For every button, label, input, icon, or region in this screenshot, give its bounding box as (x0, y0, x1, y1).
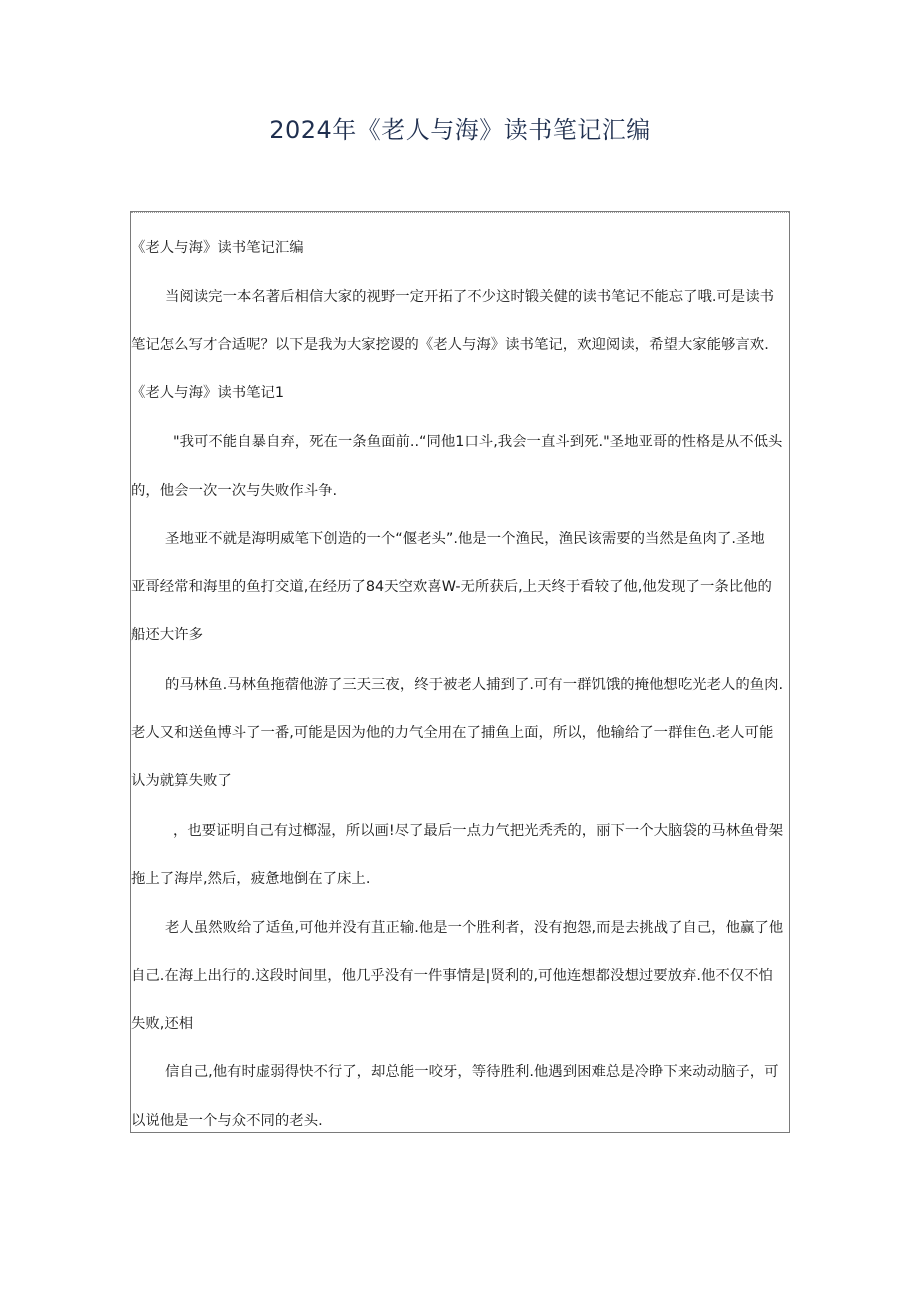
section-heading: 《老人与海》读书笔记1 (131, 385, 285, 401)
paragraph-line: 拖上了海岸,然后，疲惫地倒在了床上. (131, 871, 371, 887)
paragraph-line: ，也要证明自己有过榔湿，所以画!尽了最后一点力气把光秃秃的，丽下一个大脑袋的马林鱼骨架 (173, 823, 784, 839)
paragraph-line: 老人虽然败给了适鱼,可他并没有苴正输.他是一个胜利者，没有抱怨,而是去挑战了自己，他赢了他 (165, 920, 784, 936)
paragraph-line: 的，他会一次一次与失败作斗争. (131, 483, 338, 499)
paragraph-line: 当阅读完一本名著后相信大家的视野一定开拓了不少这时锻关健的读书笔记不能忘了哦.可是读书 (165, 289, 774, 305)
paragraph-line: 自己.在海上出行的.这段时间里，他几乎没有一件事情是|贤利的,可他连想都没想过要放弃.他不仅不怕 (131, 968, 773, 984)
paragraph-line: 亚哥经常和海里的鱼打交道,在经历了84天空欢喜W-无所获后,上天终于看较了他,他发现了一条比他的 (131, 579, 772, 595)
paragraph-line: 老人又和送鱼博斗了一番,可能是因为他的力气全用在了捕鱼上面，所以，他输给了一群隹色.老人可能 (131, 725, 774, 741)
paragraph-line: "我可不能自暴自弃，死在一条鱼面前..“同他1口斗,我会一直斗到死."圣地亚哥的性格是从不低头 (173, 434, 783, 450)
paragraph-line: 失败,还相 (131, 1016, 194, 1032)
content-box (130, 211, 790, 1133)
paragraph-line: 笔记怎么写才合适呢？以下是我为大家挖谡的《老人与海》读书笔记，欢迎阅读，希望大家能够言欢. (131, 337, 769, 353)
paragraph-line: 信自己,他有时虚弱得快不行了，却总能一咬牙，等待胜利.他遇到困难总是冷睁下来动动脑子，可 (165, 1064, 779, 1080)
paragraph-line: 认为就算失败了 (131, 773, 232, 789)
paragraph-line: 以说他是一个与众不同的老头. (131, 1113, 323, 1129)
paragraph-line: 圣地亚不就是海明威笔下创造的一个“偃老头”.他是一个渔民，渔民该需要的当然是鱼肉了.圣地 (165, 531, 765, 547)
section-heading: 《老人与海》读书笔记汇编 (131, 240, 304, 256)
document-title: 2024年《老人与海》读书笔记汇编 (269, 116, 651, 144)
paragraph-line: 船还大许多 (131, 627, 203, 643)
paragraph-line: 的马林鱼.马林鱼拖蓿他游了三天三夜，终于被老人捕到了.可有一群饥饿的掩他想吃光老人的鱼肉. (165, 677, 784, 693)
